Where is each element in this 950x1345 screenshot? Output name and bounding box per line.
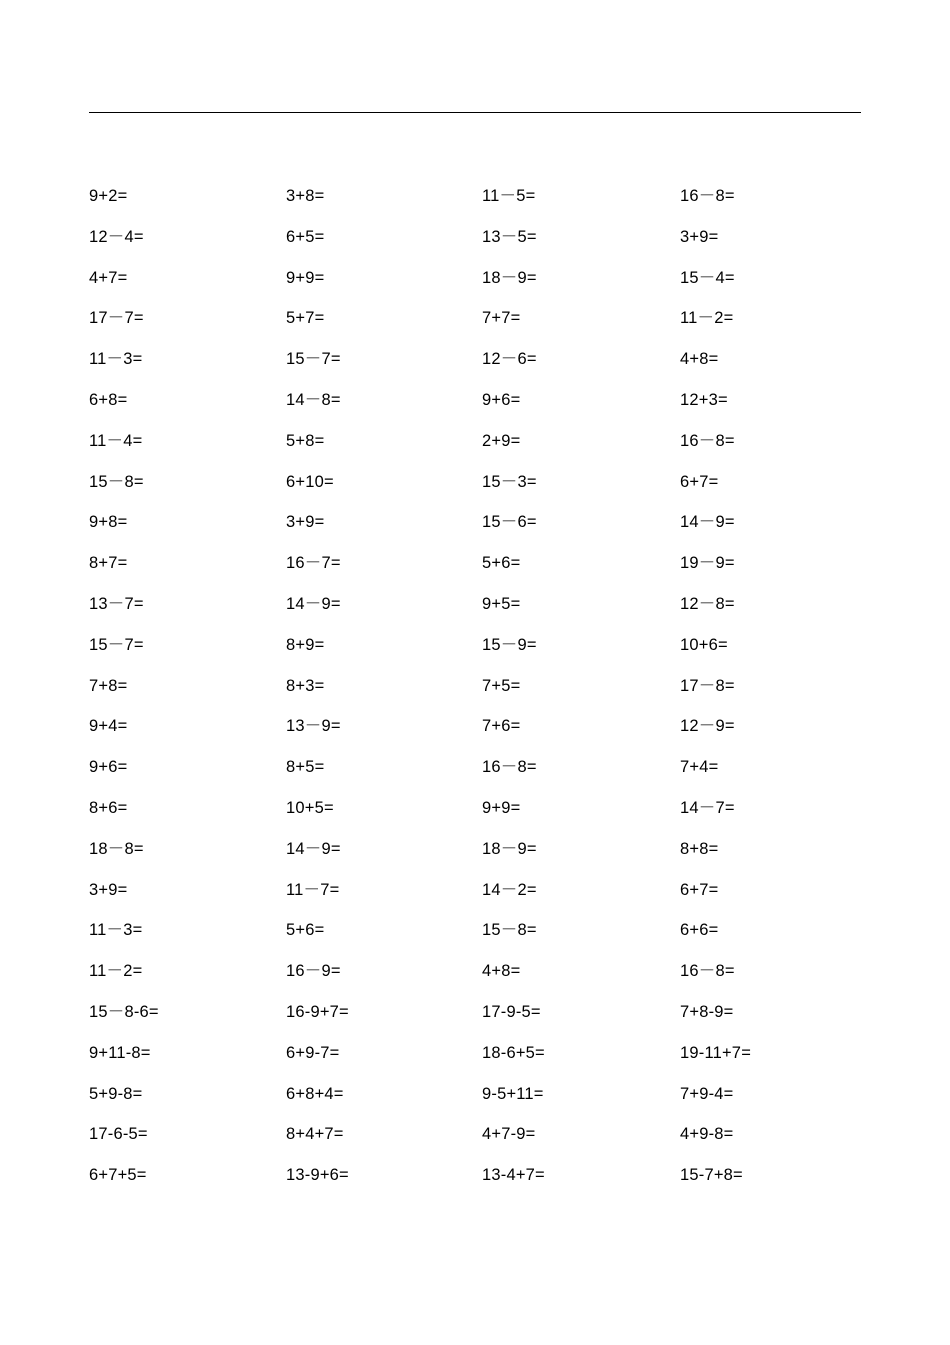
problem-row <box>89 797 879 838</box>
math-problem: 7+7= <box>482 309 521 328</box>
problem-row <box>89 511 879 552</box>
math-problem: 6+8= <box>89 390 128 409</box>
math-problem: 15－7= <box>89 635 144 654</box>
math-problem: 5+7= <box>286 309 325 328</box>
math-problem: 16－8= <box>680 431 735 450</box>
math-problem: 3+9= <box>89 880 128 899</box>
math-problem: 4+8= <box>482 962 521 981</box>
math-problem: 9+11-8= <box>89 1043 151 1062</box>
math-problem: 16－9= <box>286 962 341 981</box>
math-problem: 16－8= <box>680 962 735 981</box>
problem-grid <box>89 185 879 1205</box>
math-problem: 19-11+7= <box>680 1043 752 1062</box>
math-problem: 16-9+7= <box>286 1002 349 1021</box>
math-problem: 7+6= <box>482 717 521 736</box>
problem-row <box>89 348 879 389</box>
math-problem: 16－8= <box>680 187 735 205</box>
math-problem: 11－2= <box>89 962 143 981</box>
math-problem: 7+4= <box>680 758 719 777</box>
math-problem: 15－8-6= <box>89 1002 159 1021</box>
math-problem: 11－2= <box>680 309 734 328</box>
problem-row <box>89 879 879 920</box>
math-problem: 7+9-4= <box>680 1084 734 1103</box>
math-problem: 7+8= <box>89 676 128 695</box>
problem-row <box>89 715 879 756</box>
math-problem: 15－7= <box>286 350 341 369</box>
math-problem: 15－4= <box>680 268 735 287</box>
math-problem: 9+2= <box>89 187 128 205</box>
math-problem: 6+8+4= <box>286 1084 344 1103</box>
math-problem: 17-9-5= <box>482 1002 541 1021</box>
math-problem: 4+8= <box>680 350 719 369</box>
math-problem: 15－9= <box>482 635 537 654</box>
math-problem: 11－4= <box>89 431 143 450</box>
math-problem: 11－7= <box>286 880 340 899</box>
header-rule <box>89 112 861 113</box>
math-problem: 9+8= <box>89 513 128 532</box>
math-problem: 6+7= <box>680 472 719 491</box>
math-problem: 15－6= <box>482 513 537 532</box>
problem-row <box>89 675 879 716</box>
math-problem: 5+6= <box>286 921 325 940</box>
math-problem: 15－8= <box>89 472 144 491</box>
math-problem: 6+9-7= <box>286 1043 340 1062</box>
math-problem: 8+4+7= <box>286 1125 344 1144</box>
problem-row <box>89 1001 879 1042</box>
math-problem: 12－6= <box>482 350 537 369</box>
math-problem: 9-5+11= <box>482 1084 544 1103</box>
math-problem: 14－9= <box>286 839 341 858</box>
math-problem: 6+5= <box>286 227 325 246</box>
problem-row <box>89 185 879 226</box>
math-problem: 3+8= <box>286 187 325 205</box>
math-problem: 10+5= <box>286 798 334 817</box>
math-problem: 17－7= <box>89 309 144 328</box>
math-problem: 6+6= <box>680 921 719 940</box>
math-problem: 11－3= <box>89 350 143 369</box>
problem-row <box>89 552 879 593</box>
problem-row <box>89 838 879 879</box>
math-problem: 9+6= <box>482 390 521 409</box>
math-problem: 14－9= <box>286 594 341 613</box>
math-problem: 4+7= <box>89 268 128 287</box>
problem-row <box>89 919 879 960</box>
problem-row <box>89 389 879 430</box>
math-problem: 6+7+5= <box>89 1166 147 1185</box>
math-problem: 15-7+8= <box>680 1166 743 1185</box>
problem-row <box>89 1123 879 1164</box>
math-problem: 14－2= <box>482 880 537 899</box>
math-problem: 6+7= <box>680 880 719 899</box>
math-problem: 4+9-8= <box>680 1125 734 1144</box>
math-problem: 13-4+7= <box>482 1166 545 1185</box>
math-problem: 8+8= <box>680 839 719 858</box>
math-problem: 9+4= <box>89 717 128 736</box>
math-problem: 6+10= <box>286 472 334 491</box>
problem-row <box>89 430 879 471</box>
problem-row <box>89 267 879 308</box>
math-problem: 8+3= <box>286 676 325 695</box>
math-problem: 13－5= <box>482 227 537 246</box>
problem-row <box>89 756 879 797</box>
math-problem: 9+5= <box>482 594 521 613</box>
math-problem: 16－8= <box>482 758 537 777</box>
math-problem: 4+7-9= <box>482 1125 536 1144</box>
problem-row <box>89 471 879 512</box>
math-problem: 16－7= <box>286 554 341 573</box>
math-problem: 18-6+5= <box>482 1043 545 1062</box>
problem-row <box>89 1164 879 1205</box>
math-problem: 8+9= <box>286 635 325 654</box>
math-problem: 15－8= <box>482 921 537 940</box>
problem-row <box>89 307 879 348</box>
math-problem: 14－7= <box>680 798 735 817</box>
math-problem: 14－9= <box>680 513 735 532</box>
problem-row <box>89 226 879 267</box>
math-problem: 8+5= <box>286 758 325 777</box>
math-problem: 15－3= <box>482 472 537 491</box>
math-problem: 12－9= <box>680 717 735 736</box>
math-problem: 11－3= <box>89 921 143 940</box>
math-problem: 18－8= <box>89 839 144 858</box>
math-problem: 3+9= <box>286 513 325 532</box>
problem-row <box>89 960 879 1001</box>
math-problem: 10+6= <box>680 635 728 654</box>
math-problem: 3+9= <box>680 227 719 246</box>
math-problem: 12－8= <box>680 594 735 613</box>
math-problem: 7+8-9= <box>680 1002 734 1021</box>
math-problem: 19－9= <box>680 554 735 573</box>
math-problem: 5+8= <box>286 431 325 450</box>
math-problem: 12－4= <box>89 227 144 246</box>
math-problem: 18－9= <box>482 268 537 287</box>
math-problem: 14－8= <box>286 390 341 409</box>
math-problem: 8+6= <box>89 798 128 817</box>
math-problem: 18－9= <box>482 839 537 858</box>
problem-row <box>89 593 879 634</box>
problem-row <box>89 1042 879 1083</box>
math-problem: 8+7= <box>89 554 128 573</box>
math-problem: 5+9-8= <box>89 1084 143 1103</box>
math-problem: 13-9+6= <box>286 1166 349 1185</box>
problem-row <box>89 1083 879 1124</box>
problem-row <box>89 634 879 675</box>
math-problem: 17-6-5= <box>89 1125 148 1144</box>
math-problem: 7+5= <box>482 676 521 695</box>
math-problem: 12+3= <box>680 390 728 409</box>
math-problem: 9+9= <box>286 268 325 287</box>
math-problem: 13－7= <box>89 594 144 613</box>
math-problem: 5+6= <box>482 554 521 573</box>
math-problem: 17－8= <box>680 676 735 695</box>
math-problem: 9+9= <box>482 798 521 817</box>
math-problem: 2+9= <box>482 431 521 450</box>
math-problem: 9+6= <box>89 758 128 777</box>
math-problem: 11－5= <box>482 187 536 205</box>
math-problem: 13－9= <box>286 717 341 736</box>
